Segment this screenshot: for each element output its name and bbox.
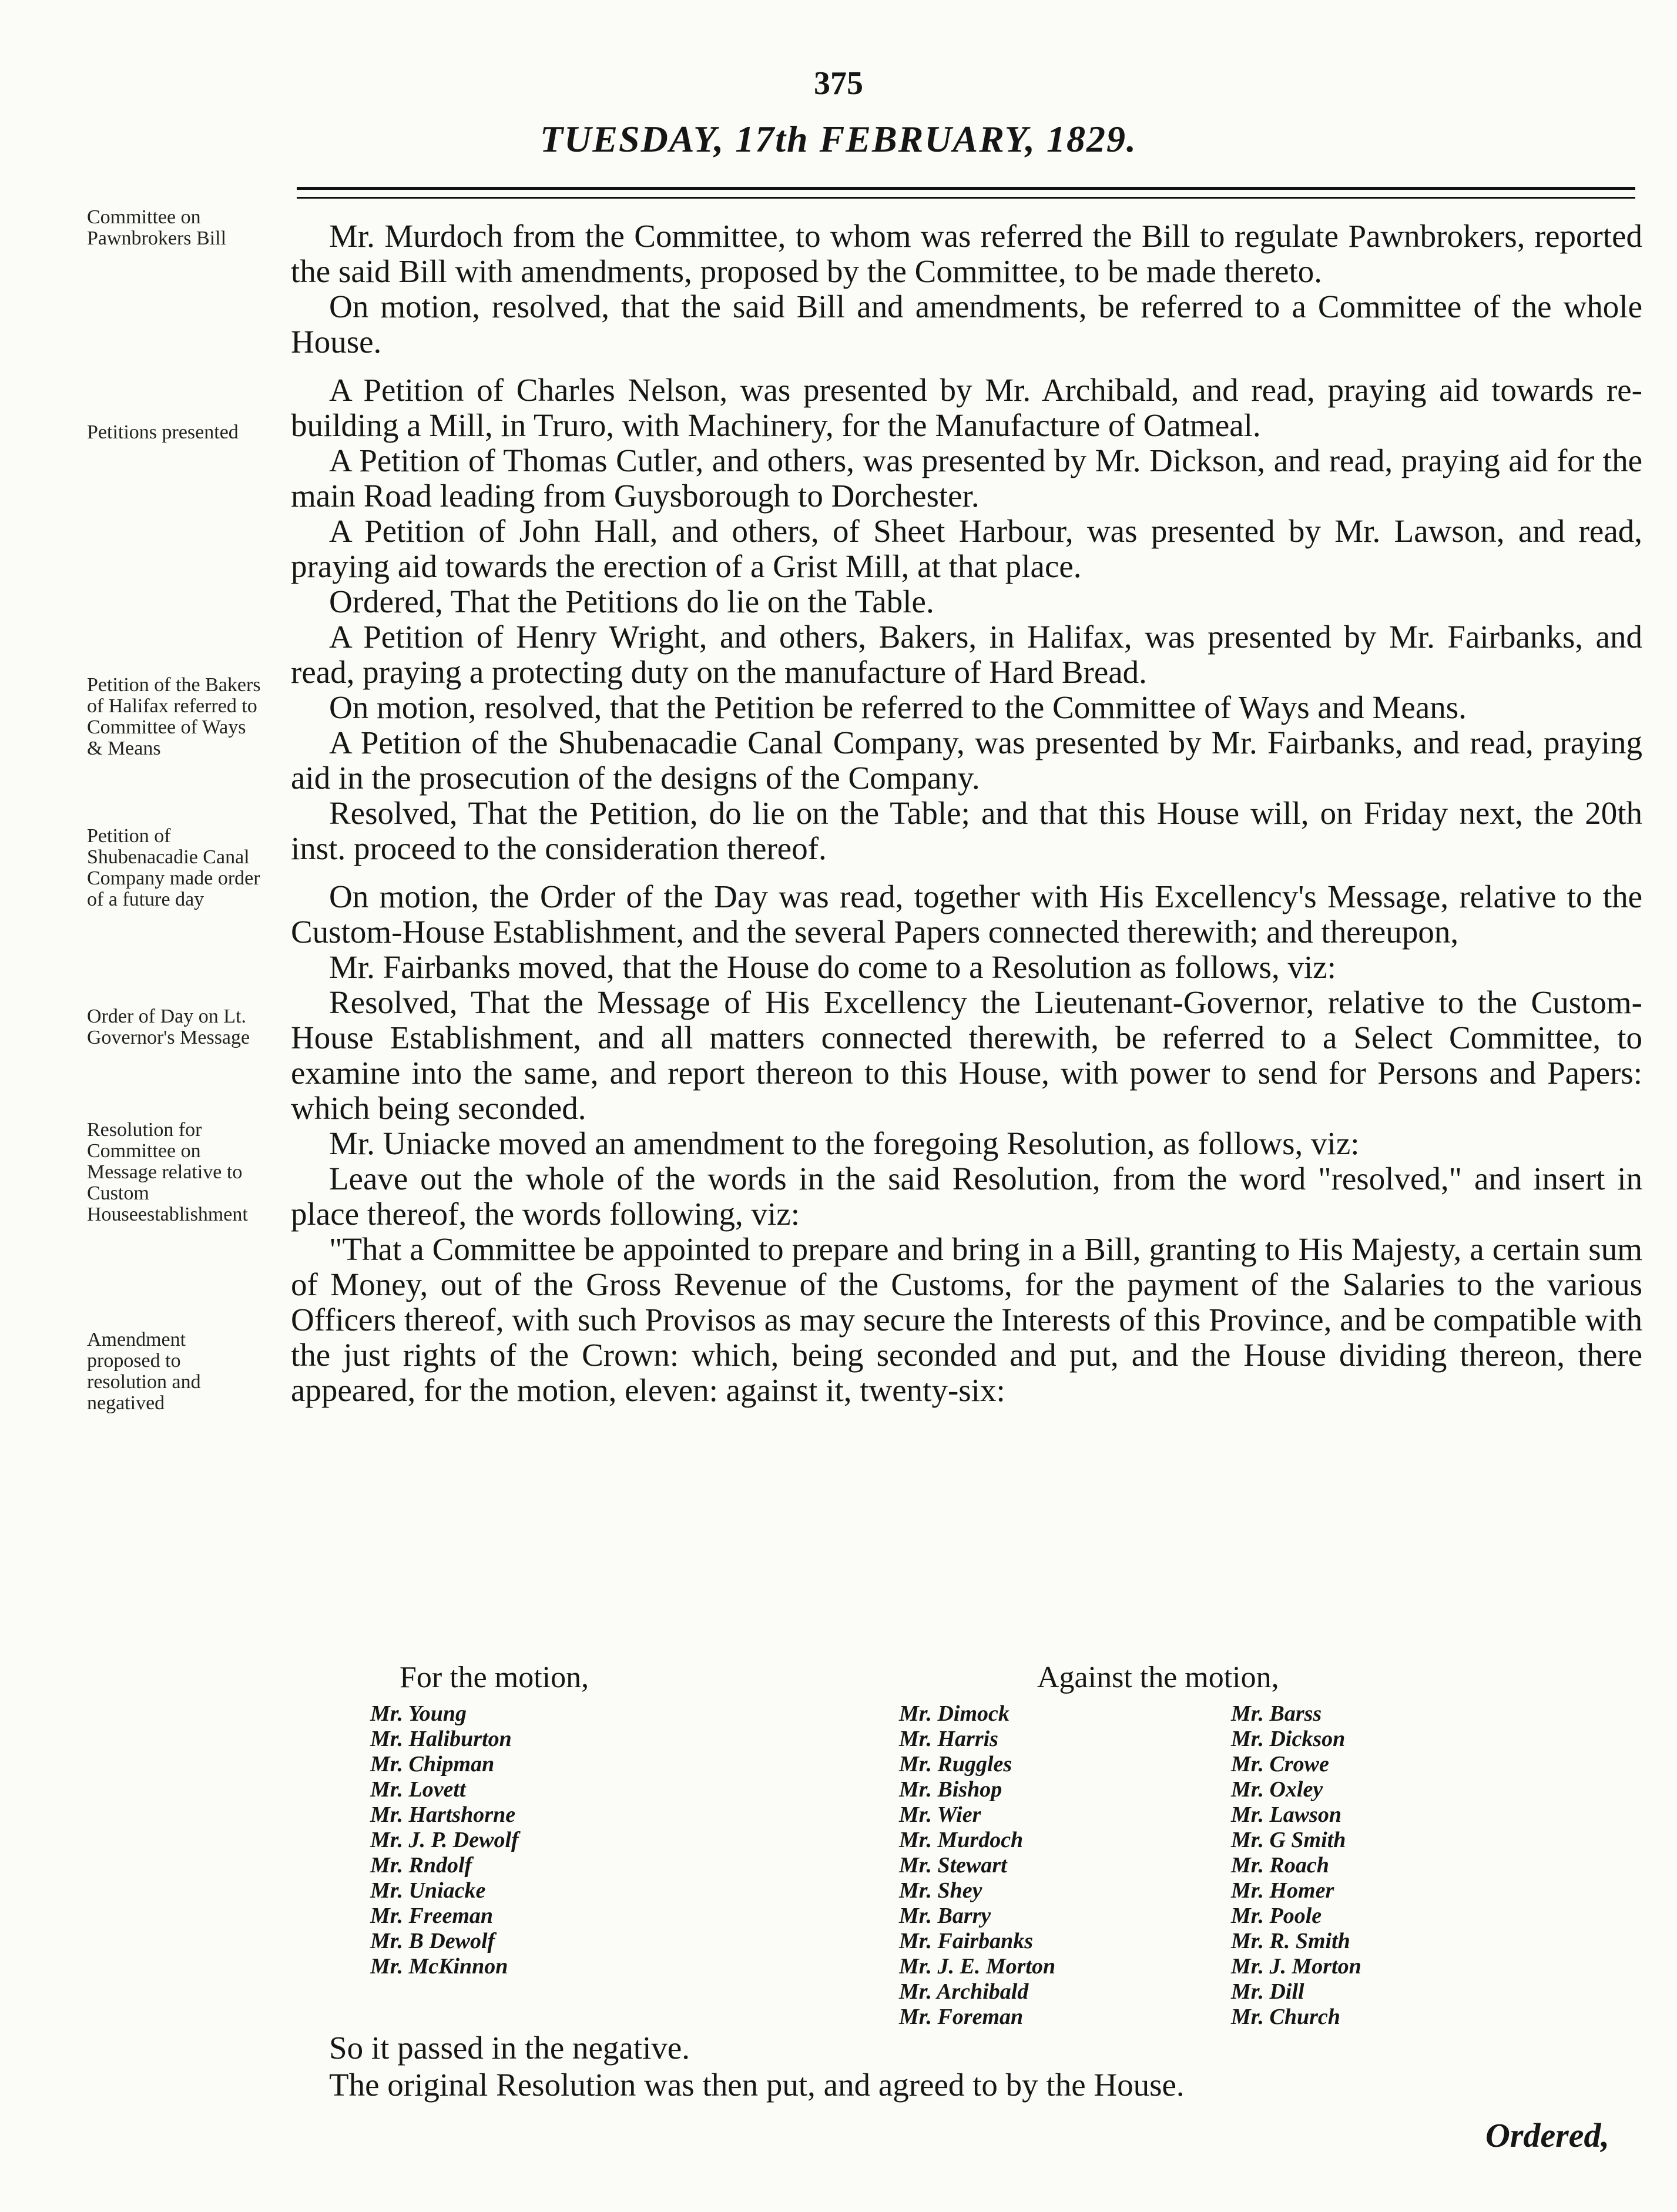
paragraph: Mr. Uniacke moved an amendment to the foregoing Resolution, as follows, viz: — [329, 1125, 1360, 1161]
member-name: Mr. J. P. Dewolf — [370, 1828, 519, 1852]
member-name: Mr. Chipman — [370, 1752, 495, 1777]
paragraph: A Petition of the Shubenacadie Canal Company, was presented by Mr. Fairbanks, and read, praying aid in the prosecution of the designs of the Company. — [291, 725, 1642, 796]
division-list — [0, 1660, 1677, 2042]
paragraph: Mr. Murdoch from the Committee, to whom was referred the Bill to regulate Pawnbrokers, reported the said Bill with amendments, proposed by the Committee, to be made thereto. — [291, 218, 1642, 289]
member-name: Mr. Murdoch — [899, 1828, 1024, 1852]
member-name: Mr. Barry — [899, 1903, 991, 1928]
margin-note-canal: Petition of Shubenacadie Canal Company made order of a future day — [87, 825, 260, 910]
member-name: Mr. Foreman — [899, 2005, 1024, 2029]
member-name: Mr. Ruggles — [899, 1752, 1012, 1777]
member-name: Mr. Church — [1231, 2005, 1340, 2029]
member-name: Mr. Young — [370, 1701, 467, 1726]
paragraph: Mr. Fairbanks moved, that the House do come to a Resolution as follows, viz: — [329, 949, 1336, 985]
member-name: Mr. Hartshorne — [370, 1802, 516, 1827]
margin-note-petitions: Petitions presented — [87, 421, 239, 443]
member-name: Mr. G Smith — [1231, 1828, 1346, 1852]
member-name: Mr. Dill — [1231, 1979, 1304, 2004]
paragraph: A Petition of John Hall, and others, of Sheet Harbour, was presented by Mr. Lawson, and read, praying aid towards the erection of a Grist Mill, at that place. — [291, 513, 1642, 584]
member-name: Mr. Poole — [1231, 1903, 1322, 1928]
against-motion-column-1 — [899, 1701, 1055, 2030]
against-motion-heading: Against the motion, — [1037, 1661, 1279, 1694]
page-date-heading: TUESDAY, 17th FEBRUARY, 1829. — [540, 118, 1137, 160]
paragraph: Resolved, That the Message of His Excellency the Lieutenant-Governor, relative to the Custom-House Establishment, and all matters connected therewith, be referred to a Select Committee, to examine into the same, and report thereon to this House, with power to send for Persons and Papers: which being seconded. — [291, 984, 1642, 1126]
member-name: Mr. Barss — [1231, 1701, 1322, 1726]
member-name: Mr. Fairbanks — [899, 1929, 1034, 1953]
member-name: Mr. Wier — [899, 1802, 981, 1827]
for-motion-heading: For the motion, — [400, 1661, 589, 1694]
paragraph: A Petition of Thomas Cutler, and others, was presented by Mr. Dickson, and read, praying aid for the main Road leading from Guysborough to Dorchester. — [291, 443, 1642, 514]
member-name: Mr. Roach — [1231, 1853, 1329, 1878]
margin-note-bakers: Petition of the Bakers of Halifax referred to Committee of Ways & Means — [87, 674, 261, 759]
member-name: Mr. J. Morton — [1231, 1954, 1361, 1979]
member-name: Mr. Homer — [1231, 1878, 1334, 1903]
proceedings-text — [291, 219, 1642, 1408]
member-name: Mr. Stewart — [899, 1853, 1007, 1878]
member-name: Mr. J. E. Morton — [899, 1954, 1056, 1979]
paragraph: On motion, resolved, that the said Bill and amendments, be referred to a Committee of the whole House. — [291, 289, 1642, 360]
member-name: Mr. Uniacke — [370, 1878, 486, 1903]
page-number: 375 — [814, 65, 863, 102]
paragraph: On motion, the Order of the Day was read, together with His Excellency's Message, relative to the Custom-House Establishment, and the several Papers connected therewith; and thereupon, — [291, 879, 1642, 950]
member-name: Mr. Shey — [899, 1878, 982, 1903]
member-name: Mr. Rndolf — [370, 1853, 472, 1878]
closing-agreed: The original Resolution was then put, and agreed to by the House. — [329, 2067, 1185, 2103]
member-name: Mr. Bishop — [899, 1777, 1002, 1802]
margin-note-amendment: Amendment proposed to resolution and negatived — [87, 1329, 201, 1414]
closing-negative: So it passed in the negative. — [329, 2030, 690, 2066]
paragraph: A Petition of Henry Wright, and others, Bakers, in Halifax, was presented by Mr. Fairbanks, and read, praying a protecting duty on the manufacture of Hard Bread. — [291, 619, 1642, 690]
paragraph: Leave out the whole of the words in the said Resolution, from the word "resolved," and insert in place thereof, the words following, viz: — [291, 1161, 1642, 1232]
paragraph: Resolved, That the Petition, do lie on the Table; and that this House will, on Friday next, the 20th inst. proceed to the consideration thereof. — [291, 795, 1642, 866]
member-name: Mr. B Dewolf — [370, 1929, 495, 1953]
header-double-rule — [297, 187, 1635, 199]
paragraph: Ordered, That the Petitions do lie on the Table. — [329, 584, 934, 619]
member-name: Mr. Oxley — [1231, 1777, 1323, 1802]
margin-note-order-of-day: Order of Day on Lt. Governor's Message — [87, 1006, 250, 1048]
member-name: Mr. Harris — [899, 1727, 998, 1751]
member-name: Mr. Archibald — [899, 1979, 1029, 2004]
member-name: Mr. Lovett — [370, 1777, 466, 1802]
member-name: Mr. Lawson — [1231, 1802, 1341, 1827]
member-name: Mr. Dickson — [1231, 1727, 1346, 1751]
member-name: Mr. Haliburton — [370, 1727, 512, 1751]
for-motion-column — [370, 1701, 519, 1979]
member-name: Mr. Freeman — [370, 1903, 494, 1928]
paragraph: "That a Committee be appointed to prepare and bring in a Bill, granting to His Majesty, a certain sum of Money, out of the Gross Revenue of the Customs, for the payment of the Salaries to the various Officers thereof, with such Provisos as may secure the Interests of this Province, and be compatible with the just rights of the Crown: which, being seconded and put, and the House dividing thereon, there appeared, for the motion, eleven: against it, twenty-six: — [291, 1231, 1642, 1408]
against-motion-column-2 — [1231, 1701, 1361, 2030]
paragraph: On motion, resolved, that the Petition be referred to the Committee of Ways and Means. — [329, 689, 1467, 725]
member-name: Mr. Dimock — [899, 1701, 1009, 1726]
margin-note-pawnbrokers: Committee on Pawnbrokers Bill — [87, 206, 227, 249]
margin-note-resolution: Resolution for Committee on Message relative to Custom Houseestablishment — [87, 1119, 248, 1225]
member-name: Mr. Crowe — [1231, 1752, 1329, 1777]
catchword: Ordered, — [1485, 2116, 1609, 2154]
member-name: Mr. R. Smith — [1231, 1929, 1350, 1953]
member-name: Mr. McKinnon — [370, 1954, 508, 1979]
paragraph: A Petition of Charles Nelson, was presented by Mr. Archibald, and read, praying aid towards re-building a Mill, in Truro, with Machinery, for the Manufacture of Oatmeal. — [291, 372, 1642, 443]
